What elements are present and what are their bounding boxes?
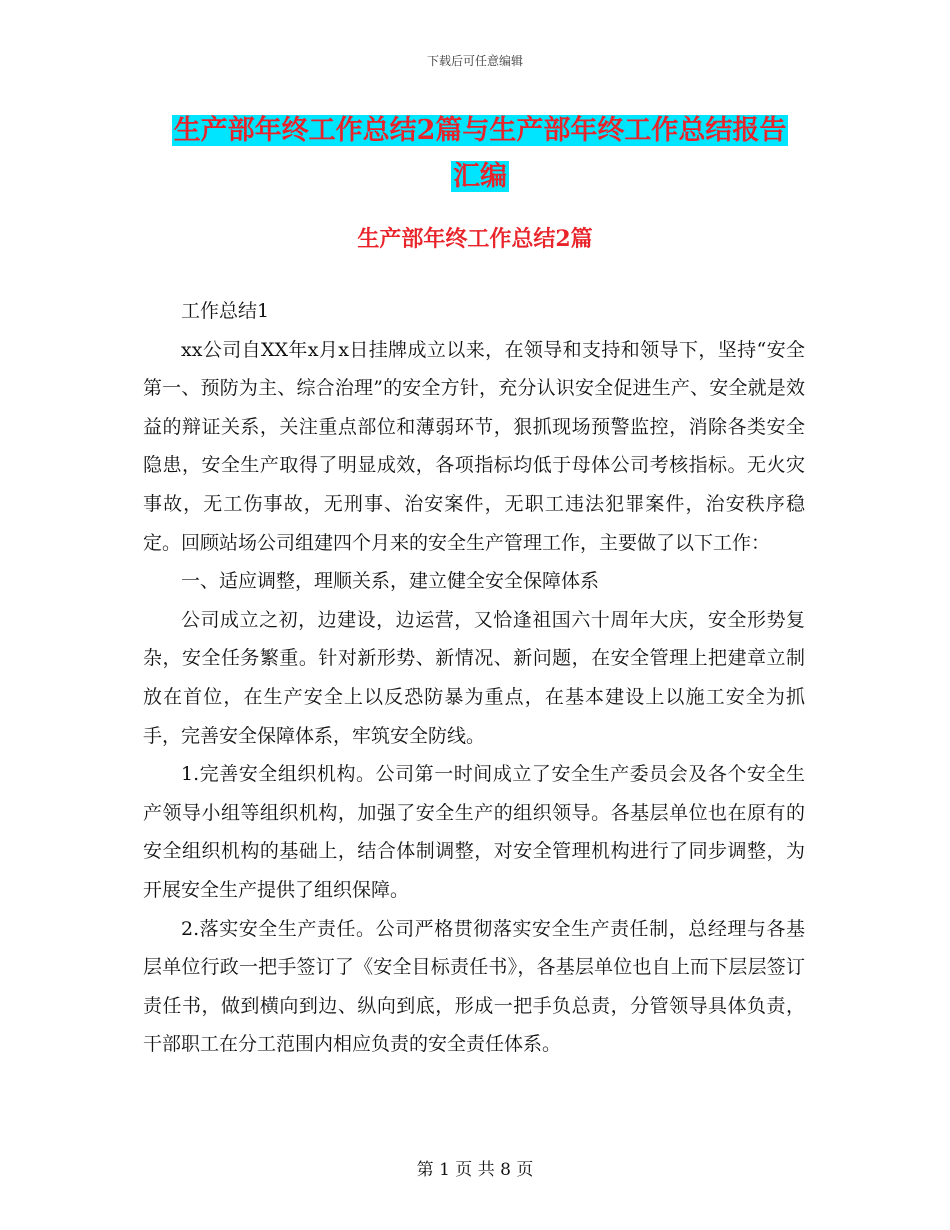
section-title: 生产部年终工作总结2篇	[357, 226, 593, 252]
paragraph: 公司成立之初，边建设，边运营，又恰逢祖国六十周年大庆，安全形势复杂，安全任务繁重。针对新形势、新情况、新问题，在安全管理上把建章立制放在首位，在生产安全上以反恐防暴为重点，在基本建设上以施工安全为抓手，完善安全保障体系，牢筑安全防线。	[143, 608, 805, 747]
document-title	[150, 108, 810, 200]
paragraph-heading: 工作总结1	[181, 300, 270, 322]
title-line-1: 生产部年终工作总结2篇与生产部年终工作总结报告	[173, 115, 787, 146]
paragraph-heading: 一、适应调整，理顺关系，建立健全安全保障体系	[181, 570, 600, 593]
title-line-2: 汇编	[453, 161, 507, 192]
document-body	[143, 292, 805, 1064]
page-footer: 第 1 页 共 8 页	[416, 1160, 534, 1180]
paragraph: xx公司自XX年x月x日挂牌成立以来，在领导和支持和领导下，坚持“安全第一、预防为主、综合治理”的安全方针，充分认识安全促进生产、安全就是效益的辩证关系，关注重点部位和薄弱环节，狠抓现场预警监控，消除各类安全隐患，安全生产取得了明显成效，各项指标均低于母体公司考核指标。无火灾事故，无工伤事故，无刑事、治安案件，无职工违法犯罪案件，治安秩序稳定。回顾站场公司组建四个月来的安全生产管理工作，主要做了以下工作：	[143, 338, 805, 554]
header-note: 下载后可任意编辑	[426, 54, 523, 68]
paragraph: 1.完善安全组织机构。公司第一时间成立了安全生产委员会及各个安全生产领导小组等组织机构，加强了安全生产的组织领导。各基层单位也在原有的安全组织机构的基础上，结合体制调整，对安全管理机构进行了同步调整，为开展安全生产提供了组织保障。	[143, 763, 805, 901]
paragraph: 2.落实安全生产责任。公司严格贯彻落实安全生产责任制，总经理与各基层单位行政一把手签订了《安全目标责任书》，各基层单位也自上而下层层签订责任书，做到横向到边、纵向到底，形成一把手负总责，分管领导具体负责，干部职工在分工范围内相应负责的安全责任体系。	[143, 917, 805, 1056]
